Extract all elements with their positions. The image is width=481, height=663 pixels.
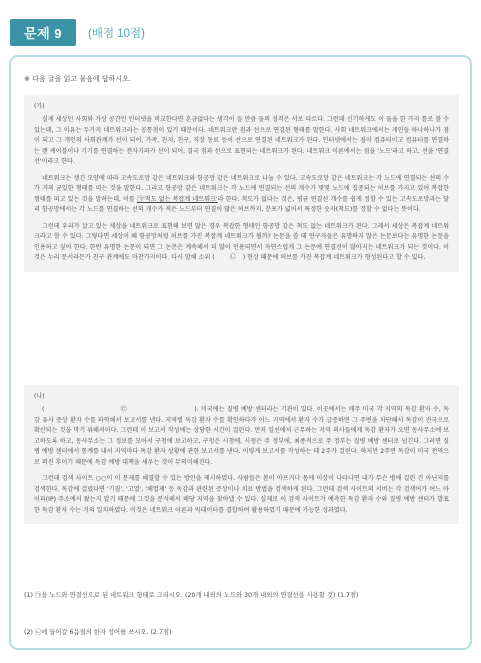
instruction-text: ※ 다음 글을 읽고 물음에 답하시오.	[24, 75, 132, 83]
passage-na	[24, 385, 459, 524]
passage-ga-p2-text-a: 네트워크는 생긴 모양에 따라 고속도로망 같은 네트워크와 항공망 같은 네트워크로 나눌 수 있다. 고속도로망 같은 네트워크는 각 노드에 연결되는 선의 수가 거의 균일한 형태를 띠는 것을 말한다. 그리고 항공망 같은 네트워크는 각 노드에 연결되는 선의 개수가 몇몇 노드에 집중되는 허브를 가지고 있어 복잡한 형태를 띠고 있는 것을 말하는데, 이를	[34, 174, 449, 203]
question-frame	[9, 55, 472, 650]
passage-na-paragraph-1	[34, 405, 449, 468]
passage-na-p1-text: ). 미국에는 질병 예방 센터라는 기관이 있다. 이곳에서는 매주 미국 각 지역의 독감 환자 수, 독감 유사 증상 환자 수를 파악해서 보고서를 낸다. 지역별 독감 환자 수를 확인하다가 어느 지역에서 환자 수가 급증하면 그 주변을 차단해서 독감이 전국으로 확산되는 것을 막기 위해서이다. 그런데 이 보고서 작성에는 상당한 시간이 걸린다. 먼저 일선에서 근무하는 지역 의사들에게 독감 환자가 오면 동사무소에 보고하도록 하고, 동사무소는 그 정보를 모아서 구청에 보고하고, 구청은 시청에, 시청은 주 정부에, 최종적으로 주 정부는 질병 예방 센터로 넘긴다. 그러면 질병 예방 센터에서 통계를 내서 지역마다 독감 환자 상황에 관한 보고서를 낸다. 이렇게 보고서를 작성하는 데 2주가 걸린다. 하지만 2주면 독감이 미국 전역으로 퍼진 후이기 때문에 독감 예방 대책을 세우는 것이 무의미해진다.	[34, 406, 449, 466]
sub-question-1: (1) ㉠을 노드와 연결선으로 된 네트워크 형태로 그리시오. (20개 내외의 노드와 30개 내외의 연결선을 사용할 것) (1.7점)	[24, 592, 359, 599]
question-header	[10, 19, 145, 46]
passage-ga-paragraph-1: 실제 세상인 사회와 가상 공간인 인터넷을 비교한다면 흔금없다는 생각이 들 만큼 둘의 성격은 서로 다르다. 그런데 신기하게도 이 둘을 한 가지 틀로 볼 수 있는데, 그 이유는 두가지 네트워크라는 공통점이 있기 때문이다. 네트워크란 점과 선으로 연결된 형태를 말한다. 사회 네트워크에서는 개인들 하나하나가 점이 되고 그 개인의 사회관계가 선이 되어, 가족, 친지, 친구, 직장 동료 등이 선으로 연결된 네트워크가 된다. 인터넷에서는 점이 컴퓨터이고 컴퓨터를 연결하는 랜 케이블이나 기기를 연결하는 전자기파가 선이 되어, 결국 점과 선으로 표현되는 네트워크가 된다. 네트워크 이론에서는 점을 '노드'라고 하고, 선을 '연결선'이라고 한다.	[34, 116, 449, 166]
blank-digeut: ㉢	[120, 406, 127, 414]
passage-ga-paragraph-3	[34, 222, 449, 264]
passage-na-paragraph-2: 그런데 검색 사이트 ○○이 이 문제를 해결할 수 있는 방안을 제시하였다. 사람들은 몸이 아프거나 몸에 이상이 나타나면 내가 무슨 병에 걸린 건 아닌지를 검색한다. 독감에 걸렸다면 '기침', '고열', '해열제' 등 독감과 관련된 증상이나 치료 방법을 검색하게 된다. 그런데 검색 사이트의 서버는 각 검색어가 어느 아이피(IP) 주소에서 왔는지 알기 때문에 그것을 분석해서 해당 지역을 찾아낼 수 있다. 실제로 이 검색 사이트가 예측한 독감 환자 수와 질병 예방 센터가 발표한 독감 환자 수는 거의 일치하였다. 이것은 네트워크 이론과 빅데이터를 결합하여 활용하였기 때문에 가능한 성과였다.	[34, 475, 449, 514]
sub-question-2: (2) ㉡에 들어갈 6음절의 한자 성어를 쓰시오. (2.7점)	[24, 629, 172, 636]
passage-ga-paragraph-2	[34, 174, 449, 216]
passage-ga	[24, 95, 459, 272]
passage-ga-p2-text-b: 라 한다. 척도가 없다는 것은, 평균 연결선 개수를 쉽게 정할 수 있는 고속도로망과는 달리 항공망에서는 각 노드를 연결하는 선의 개수가 적은 노드부터 연결이 많은 허브까지, 분포가 넓어서 특정한 숫자(척도)를 정할 수 없다는 뜻이다.	[34, 195, 450, 214]
passage-ga-p3-text-a: 그런데 우리가 살고 있는 세상을 네트워크로 표현해 보면 많은 경우 복잡한 형태인 항공망 같은 척도 없는 네트워크가 된다. 그래서 세상은 복잡계 네트워크라고 할 수 있다. 그렇다면 세상이 왜 항공망처럼 허브를 가진 복잡계 네트워크가 될까? 논문을 쓸 때 연구자들은 유명하지 않은 논문보다는 유명한 논문을 인용하고 싶어 한다. 한번 유명한 논문이 되면 그 논문은 계속해서 더 많이 인용되면서 자연스럽게 그 논문에 연결선이 많아지는 네트워크가 되는 것이다. 이것은 누리 문서라든가 친구 관계에도 마찬가지이다. 다시 말해 소위 (	[34, 222, 449, 262]
score-label: (배점 10점)	[88, 27, 145, 40]
passage-ga-p3-text-b: ) 현상 때문에 허브를 가진 복잡계 네트워크가 형성된다고 할 수 있다.	[242, 254, 426, 262]
passage-na-open-paren: (	[42, 406, 45, 414]
blank-nieun: ㉡	[229, 254, 236, 262]
underlined-term-giyeok: ㉠'척도 없는 복잡계 네트워크'	[136, 195, 218, 203]
question-number-badge: 문제 9	[10, 19, 76, 46]
passage-na-tag: (나)	[34, 393, 45, 400]
passage-ga-tag: (가)	[34, 103, 45, 110]
